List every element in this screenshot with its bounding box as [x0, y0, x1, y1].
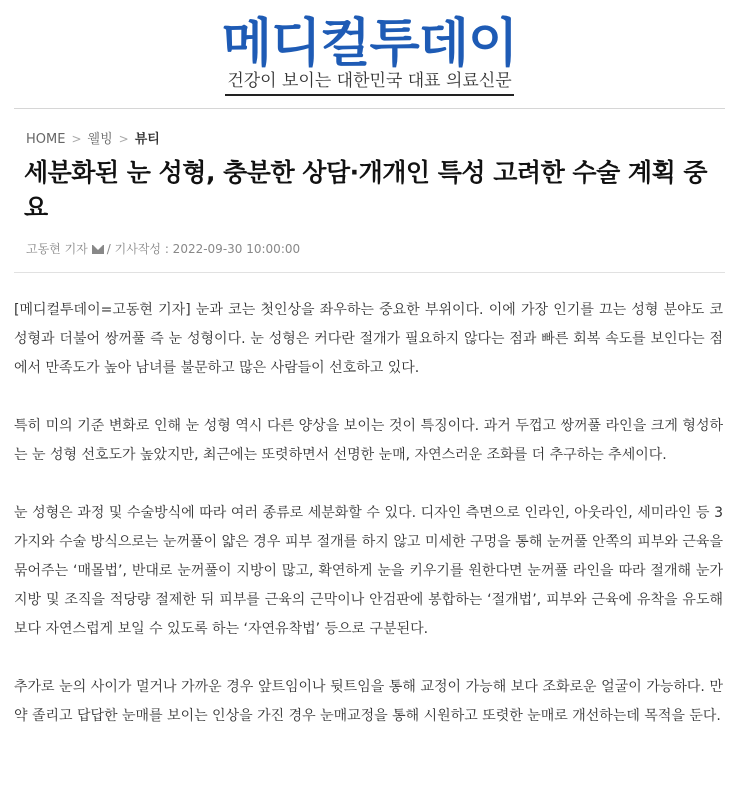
mail-icon[interactable]	[92, 245, 104, 254]
site-tagline-text: 건강이 보이는 대한민국 대표 의료신문	[225, 70, 513, 96]
article-title: 세분화된 눈 성형, 충분한 상담·개개인 특성 고려한 수술 계획 중요	[24, 158, 708, 222]
breadcrumb-section[interactable]: 웰빙	[87, 132, 113, 147]
chevron-right-icon: >	[71, 132, 82, 146]
article-author[interactable]: 고동현 기자	[26, 242, 88, 256]
header-divider	[14, 108, 725, 109]
article-paragraph: 눈 성형은 과정 및 수술방식에 따라 여러 종류로 세분화할 수 있다. 디자인 측면으로 인라인, 아웃라인, 세미라인 등 3가지와 수술 방식으로는 눈꺼풀이 얇은 경우 피부 절개를 하지 않고 미세한 구멍을 통해 눈꺼풀 안쪽의 피부와 근육을 묶어주는 ‘매몰법’, 반대로 눈꺼풀이 지방이 많고, 확연하게 눈을 키우기를 원한다면 눈꺼풀 라인을 따라 절개해 눈가 지방 및 조직을 적당량 절제한 뒤 피부를 근육의 근막이나 안검판에 봉합하는 ‘절개법’, 피부와 근육에 유착을 유도해 보다 자연스럽게 보일 수 있도록 하는 ‘자연유착법’ 등으로 구분된다.	[14, 505, 723, 637]
breadcrumb	[26, 130, 160, 149]
site-logo[interactable]: 메디컬투데이	[221, 14, 518, 74]
masthead	[0, 0, 739, 108]
article-published: / 기사작성 : 2022-09-30 10:00:00	[106, 242, 301, 256]
article-paragraph: [메디컬투데이=고동현 기자] 눈과 코는 첫인상을 좌우하는 중요한 부위이다. 이에 가장 인기를 끄는 성형 분야도 코 성형과 더불어 쌍꺼풀 즉 눈 성형이다. 눈 성형은 커다란 절개가 필요하지 않다는 점과 빠른 회복 속도를 보인다는 점에서 만족도가 높아 남녀를 불문하고 많은 사람들이 선호하고 있다.	[14, 302, 723, 376]
article-paragraph: 특히 미의 기준 변화로 인해 눈 성형 역시 다른 양상을 보이는 것이 특징이다. 과거 두껍고 쌍꺼풀 라인을 크게 형성하는 눈 성형 선호도가 높았지만, 최근에는 또렷하면서 선명한 눈매, 자연스러운 조화를 더 추구하는 추세이다.	[14, 418, 723, 463]
article-paragraph: 추가로 눈의 사이가 멀거나 가까운 경우 앞트임이나 뒷트임을 통해 교정이 가능해 보다 조화로운 얼굴이 가능하다. 만약 졸리고 답답한 눈매를 보이는 인상을 가진 경우 눈매교정을 통해 시원하고 또렷한 눈매로 개선하는데 목적을 둔다.	[14, 679, 723, 724]
breadcrumb-home[interactable]: HOME	[26, 132, 66, 147]
breadcrumb-current[interactable]: 뷰티	[134, 132, 160, 147]
meta-divider	[14, 272, 725, 273]
article-body	[14, 296, 723, 760]
site-tagline	[0, 70, 739, 96]
chevron-right-icon: >	[118, 132, 129, 146]
article-meta	[26, 241, 300, 257]
